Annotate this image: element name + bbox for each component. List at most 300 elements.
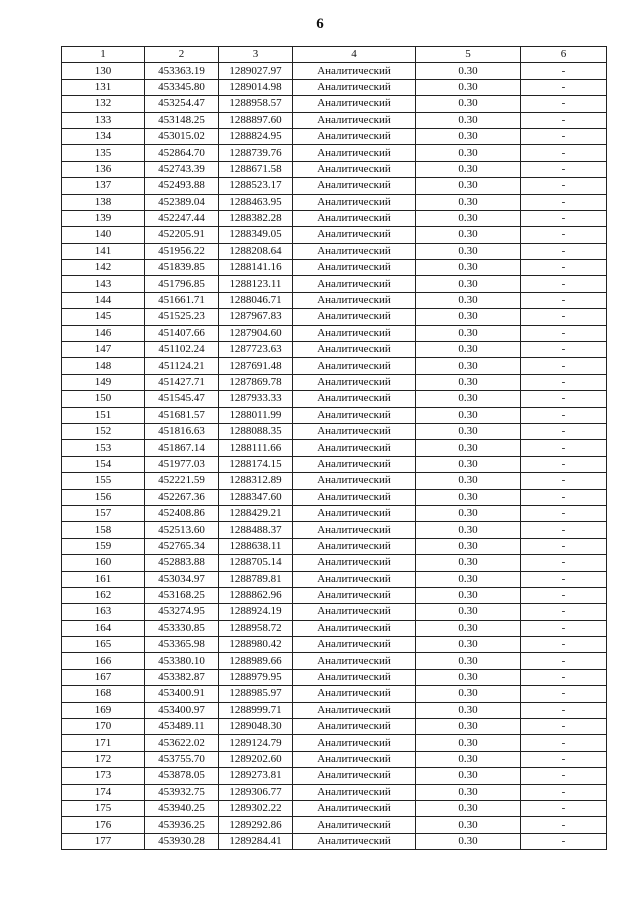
cell-y-coordinate: 1288463.95 bbox=[219, 194, 293, 210]
cell-x-coordinate: 453345.80 bbox=[145, 79, 219, 95]
cell-x-coordinate: 452205.91 bbox=[145, 227, 219, 243]
cell-point-number: 150 bbox=[62, 391, 145, 407]
cell-y-coordinate: 1288088.35 bbox=[219, 423, 293, 439]
cell-y-coordinate: 1289302.22 bbox=[219, 800, 293, 816]
cell-method: Аналитический bbox=[293, 538, 416, 554]
cell-x-coordinate: 451681.57 bbox=[145, 407, 219, 423]
cell-note: - bbox=[521, 604, 607, 620]
cell-accuracy: 0.30 bbox=[416, 719, 521, 735]
cell-y-coordinate: 1288638.11 bbox=[219, 538, 293, 554]
cell-note: - bbox=[521, 522, 607, 538]
cell-method: Аналитический bbox=[293, 719, 416, 735]
cell-y-coordinate: 1288671.58 bbox=[219, 161, 293, 177]
table-row bbox=[62, 79, 607, 95]
cell-method: Аналитический bbox=[293, 358, 416, 374]
cell-x-coordinate: 451427.71 bbox=[145, 374, 219, 390]
cell-note: - bbox=[521, 735, 607, 751]
table-row bbox=[62, 407, 607, 423]
table-row bbox=[62, 833, 607, 849]
table-row bbox=[62, 342, 607, 358]
table-row bbox=[62, 817, 607, 833]
table-row bbox=[62, 473, 607, 489]
cell-accuracy: 0.30 bbox=[416, 555, 521, 571]
cell-accuracy: 0.30 bbox=[416, 391, 521, 407]
table-row bbox=[62, 423, 607, 439]
cell-x-coordinate: 452743.39 bbox=[145, 161, 219, 177]
table-row bbox=[62, 243, 607, 259]
cell-note: - bbox=[521, 669, 607, 685]
table-row bbox=[62, 637, 607, 653]
cell-point-number: 130 bbox=[62, 63, 145, 79]
table-row bbox=[62, 686, 607, 702]
cell-point-number: 149 bbox=[62, 374, 145, 390]
cell-note: - bbox=[521, 751, 607, 767]
cell-method: Аналитический bbox=[293, 768, 416, 784]
cell-accuracy: 0.30 bbox=[416, 833, 521, 849]
table-row bbox=[62, 555, 607, 571]
column-header-3: 3 bbox=[219, 47, 293, 63]
cell-accuracy: 0.30 bbox=[416, 309, 521, 325]
cell-y-coordinate: 1289048.30 bbox=[219, 719, 293, 735]
cell-point-number: 177 bbox=[62, 833, 145, 849]
cell-y-coordinate: 1287723.63 bbox=[219, 342, 293, 358]
cell-y-coordinate: 1288862.96 bbox=[219, 587, 293, 603]
cell-x-coordinate: 451407.66 bbox=[145, 325, 219, 341]
cell-point-number: 167 bbox=[62, 669, 145, 685]
cell-point-number: 144 bbox=[62, 292, 145, 308]
cell-accuracy: 0.30 bbox=[416, 571, 521, 587]
cell-y-coordinate: 1288958.57 bbox=[219, 96, 293, 112]
cell-note: - bbox=[521, 194, 607, 210]
cell-y-coordinate: 1288349.05 bbox=[219, 227, 293, 243]
cell-note: - bbox=[521, 440, 607, 456]
cell-method: Аналитический bbox=[293, 374, 416, 390]
cell-method: Аналитический bbox=[293, 702, 416, 718]
cell-method: Аналитический bbox=[293, 63, 416, 79]
cell-y-coordinate: 1288958.72 bbox=[219, 620, 293, 636]
cell-note: - bbox=[521, 292, 607, 308]
cell-note: - bbox=[521, 719, 607, 735]
cell-method: Аналитический bbox=[293, 620, 416, 636]
cell-x-coordinate: 451124.21 bbox=[145, 358, 219, 374]
cell-y-coordinate: 1289284.41 bbox=[219, 833, 293, 849]
cell-x-coordinate: 453878.05 bbox=[145, 768, 219, 784]
table-row bbox=[62, 604, 607, 620]
cell-y-coordinate: 1288312.89 bbox=[219, 473, 293, 489]
cell-x-coordinate: 453622.02 bbox=[145, 735, 219, 751]
cell-method: Аналитический bbox=[293, 128, 416, 144]
cell-accuracy: 0.30 bbox=[416, 653, 521, 669]
cell-point-number: 135 bbox=[62, 145, 145, 161]
cell-accuracy: 0.30 bbox=[416, 456, 521, 472]
table-row bbox=[62, 456, 607, 472]
cell-x-coordinate: 453400.97 bbox=[145, 702, 219, 718]
cell-y-coordinate: 1287967.83 bbox=[219, 309, 293, 325]
cell-accuracy: 0.30 bbox=[416, 800, 521, 816]
cell-accuracy: 0.30 bbox=[416, 276, 521, 292]
cell-note: - bbox=[521, 391, 607, 407]
cell-accuracy: 0.30 bbox=[416, 669, 521, 685]
cell-method: Аналитический bbox=[293, 669, 416, 685]
cell-method: Аналитический bbox=[293, 145, 416, 161]
cell-y-coordinate: 1289027.97 bbox=[219, 63, 293, 79]
cell-y-coordinate: 1288347.60 bbox=[219, 489, 293, 505]
cell-point-number: 161 bbox=[62, 571, 145, 587]
table-row bbox=[62, 276, 607, 292]
table-row bbox=[62, 719, 607, 735]
cell-method: Аналитический bbox=[293, 473, 416, 489]
cell-y-coordinate: 1288523.17 bbox=[219, 178, 293, 194]
column-header-6: 6 bbox=[521, 47, 607, 63]
cell-x-coordinate: 453382.87 bbox=[145, 669, 219, 685]
column-header-1: 1 bbox=[62, 47, 145, 63]
table-row bbox=[62, 112, 607, 128]
cell-note: - bbox=[521, 702, 607, 718]
cell-y-coordinate: 1289306.77 bbox=[219, 784, 293, 800]
cell-accuracy: 0.30 bbox=[416, 784, 521, 800]
cell-x-coordinate: 452765.34 bbox=[145, 538, 219, 554]
cell-method: Аналитический bbox=[293, 178, 416, 194]
cell-method: Аналитический bbox=[293, 194, 416, 210]
cell-x-coordinate: 452247.44 bbox=[145, 210, 219, 226]
cell-y-coordinate: 1287869.78 bbox=[219, 374, 293, 390]
cell-y-coordinate: 1289273.81 bbox=[219, 768, 293, 784]
cell-x-coordinate: 452513.60 bbox=[145, 522, 219, 538]
cell-accuracy: 0.30 bbox=[416, 686, 521, 702]
cell-note: - bbox=[521, 145, 607, 161]
cell-note: - bbox=[521, 96, 607, 112]
cell-method: Аналитический bbox=[293, 309, 416, 325]
cell-note: - bbox=[521, 112, 607, 128]
cell-accuracy: 0.30 bbox=[416, 128, 521, 144]
cell-accuracy: 0.30 bbox=[416, 194, 521, 210]
table-body bbox=[62, 63, 607, 850]
cell-accuracy: 0.30 bbox=[416, 702, 521, 718]
cell-x-coordinate: 453168.25 bbox=[145, 587, 219, 603]
cell-accuracy: 0.30 bbox=[416, 178, 521, 194]
table-row bbox=[62, 538, 607, 554]
cell-method: Аналитический bbox=[293, 423, 416, 439]
cell-point-number: 176 bbox=[62, 817, 145, 833]
cell-method: Аналитический bbox=[293, 161, 416, 177]
cell-accuracy: 0.30 bbox=[416, 292, 521, 308]
table-row bbox=[62, 620, 607, 636]
coordinates-table bbox=[61, 46, 607, 850]
cell-point-number: 134 bbox=[62, 128, 145, 144]
cell-note: - bbox=[521, 79, 607, 95]
cell-method: Аналитический bbox=[293, 784, 416, 800]
cell-point-number: 169 bbox=[62, 702, 145, 718]
cell-accuracy: 0.30 bbox=[416, 342, 521, 358]
cell-accuracy: 0.30 bbox=[416, 604, 521, 620]
cell-method: Аналитический bbox=[293, 522, 416, 538]
cell-note: - bbox=[521, 505, 607, 521]
cell-accuracy: 0.30 bbox=[416, 210, 521, 226]
table-row bbox=[62, 260, 607, 276]
cell-note: - bbox=[521, 161, 607, 177]
cell-y-coordinate: 1289014.98 bbox=[219, 79, 293, 95]
cell-y-coordinate: 1288705.14 bbox=[219, 555, 293, 571]
cell-note: - bbox=[521, 407, 607, 423]
cell-note: - bbox=[521, 653, 607, 669]
cell-y-coordinate: 1288488.37 bbox=[219, 522, 293, 538]
cell-accuracy: 0.30 bbox=[416, 538, 521, 554]
cell-x-coordinate: 452267.36 bbox=[145, 489, 219, 505]
cell-x-coordinate: 451867.14 bbox=[145, 440, 219, 456]
cell-accuracy: 0.30 bbox=[416, 63, 521, 79]
cell-x-coordinate: 452864.70 bbox=[145, 145, 219, 161]
table-row bbox=[62, 440, 607, 456]
cell-method: Аналитический bbox=[293, 227, 416, 243]
cell-method: Аналитический bbox=[293, 489, 416, 505]
cell-y-coordinate: 1288979.95 bbox=[219, 669, 293, 685]
cell-y-coordinate: 1287904.60 bbox=[219, 325, 293, 341]
cell-note: - bbox=[521, 276, 607, 292]
cell-note: - bbox=[521, 555, 607, 571]
cell-x-coordinate: 451661.71 bbox=[145, 292, 219, 308]
cell-point-number: 145 bbox=[62, 309, 145, 325]
cell-method: Аналитический bbox=[293, 260, 416, 276]
cell-y-coordinate: 1288897.60 bbox=[219, 112, 293, 128]
cell-accuracy: 0.30 bbox=[416, 735, 521, 751]
cell-note: - bbox=[521, 456, 607, 472]
cell-accuracy: 0.30 bbox=[416, 522, 521, 538]
cell-x-coordinate: 453254.47 bbox=[145, 96, 219, 112]
table-row bbox=[62, 63, 607, 79]
cell-y-coordinate: 1289292.86 bbox=[219, 817, 293, 833]
cell-note: - bbox=[521, 128, 607, 144]
cell-x-coordinate: 453363.19 bbox=[145, 63, 219, 79]
cell-method: Аналитический bbox=[293, 817, 416, 833]
cell-accuracy: 0.30 bbox=[416, 768, 521, 784]
cell-point-number: 174 bbox=[62, 784, 145, 800]
cell-note: - bbox=[521, 489, 607, 505]
cell-x-coordinate: 452493.88 bbox=[145, 178, 219, 194]
table-row bbox=[62, 210, 607, 226]
cell-point-number: 171 bbox=[62, 735, 145, 751]
cell-accuracy: 0.30 bbox=[416, 620, 521, 636]
cell-accuracy: 0.30 bbox=[416, 489, 521, 505]
cell-note: - bbox=[521, 227, 607, 243]
cell-x-coordinate: 451977.03 bbox=[145, 456, 219, 472]
cell-point-number: 141 bbox=[62, 243, 145, 259]
cell-point-number: 155 bbox=[62, 473, 145, 489]
cell-x-coordinate: 453400.91 bbox=[145, 686, 219, 702]
cell-y-coordinate: 1288111.66 bbox=[219, 440, 293, 456]
cell-note: - bbox=[521, 686, 607, 702]
cell-y-coordinate: 1288382.28 bbox=[219, 210, 293, 226]
cell-point-number: 163 bbox=[62, 604, 145, 620]
cell-point-number: 143 bbox=[62, 276, 145, 292]
cell-method: Аналитический bbox=[293, 587, 416, 603]
cell-method: Аналитический bbox=[293, 391, 416, 407]
table-row bbox=[62, 292, 607, 308]
cell-method: Аналитический bbox=[293, 604, 416, 620]
cell-point-number: 131 bbox=[62, 79, 145, 95]
cell-point-number: 146 bbox=[62, 325, 145, 341]
cell-accuracy: 0.30 bbox=[416, 407, 521, 423]
cell-point-number: 172 bbox=[62, 751, 145, 767]
cell-accuracy: 0.30 bbox=[416, 260, 521, 276]
cell-method: Аналитический bbox=[293, 456, 416, 472]
cell-method: Аналитический bbox=[293, 292, 416, 308]
cell-note: - bbox=[521, 833, 607, 849]
table-row bbox=[62, 96, 607, 112]
cell-accuracy: 0.30 bbox=[416, 374, 521, 390]
table-row bbox=[62, 489, 607, 505]
cell-method: Аналитический bbox=[293, 325, 416, 341]
cell-point-number: 152 bbox=[62, 423, 145, 439]
cell-x-coordinate: 451796.85 bbox=[145, 276, 219, 292]
cell-x-coordinate: 453380.10 bbox=[145, 653, 219, 669]
cell-note: - bbox=[521, 817, 607, 833]
cell-point-number: 140 bbox=[62, 227, 145, 243]
column-header-5: 5 bbox=[416, 47, 521, 63]
cell-point-number: 138 bbox=[62, 194, 145, 210]
cell-y-coordinate: 1288174.15 bbox=[219, 456, 293, 472]
cell-method: Аналитический bbox=[293, 571, 416, 587]
cell-point-number: 148 bbox=[62, 358, 145, 374]
cell-x-coordinate: 453930.28 bbox=[145, 833, 219, 849]
cell-accuracy: 0.30 bbox=[416, 473, 521, 489]
table-row bbox=[62, 522, 607, 538]
cell-note: - bbox=[521, 571, 607, 587]
cell-accuracy: 0.30 bbox=[416, 96, 521, 112]
table-header-row bbox=[62, 47, 607, 63]
cell-note: - bbox=[521, 784, 607, 800]
cell-x-coordinate: 453932.75 bbox=[145, 784, 219, 800]
cell-note: - bbox=[521, 620, 607, 636]
cell-method: Аналитический bbox=[293, 800, 416, 816]
cell-point-number: 168 bbox=[62, 686, 145, 702]
cell-x-coordinate: 453148.25 bbox=[145, 112, 219, 128]
cell-y-coordinate: 1289202.60 bbox=[219, 751, 293, 767]
table-row bbox=[62, 161, 607, 177]
table-row bbox=[62, 178, 607, 194]
table-row bbox=[62, 784, 607, 800]
cell-point-number: 139 bbox=[62, 210, 145, 226]
cell-method: Аналитический bbox=[293, 735, 416, 751]
cell-x-coordinate: 453034.97 bbox=[145, 571, 219, 587]
cell-method: Аналитический bbox=[293, 440, 416, 456]
cell-x-coordinate: 453936.25 bbox=[145, 817, 219, 833]
column-header-4: 4 bbox=[293, 47, 416, 63]
cell-accuracy: 0.30 bbox=[416, 587, 521, 603]
cell-point-number: 157 bbox=[62, 505, 145, 521]
cell-y-coordinate: 1288924.19 bbox=[219, 604, 293, 620]
cell-point-number: 160 bbox=[62, 555, 145, 571]
table-row bbox=[62, 587, 607, 603]
table-row bbox=[62, 358, 607, 374]
cell-method: Аналитический bbox=[293, 686, 416, 702]
cell-point-number: 137 bbox=[62, 178, 145, 194]
cell-note: - bbox=[521, 210, 607, 226]
cell-x-coordinate: 452389.04 bbox=[145, 194, 219, 210]
cell-method: Аналитический bbox=[293, 79, 416, 95]
cell-x-coordinate: 451102.24 bbox=[145, 342, 219, 358]
table-row bbox=[62, 751, 607, 767]
cell-x-coordinate: 453940.25 bbox=[145, 800, 219, 816]
cell-note: - bbox=[521, 309, 607, 325]
cell-accuracy: 0.30 bbox=[416, 112, 521, 128]
cell-note: - bbox=[521, 342, 607, 358]
cell-x-coordinate: 451545.47 bbox=[145, 391, 219, 407]
column-header-2: 2 bbox=[145, 47, 219, 63]
cell-x-coordinate: 453489.11 bbox=[145, 719, 219, 735]
cell-method: Аналитический bbox=[293, 243, 416, 259]
cell-note: - bbox=[521, 178, 607, 194]
cell-point-number: 158 bbox=[62, 522, 145, 538]
cell-method: Аналитический bbox=[293, 342, 416, 358]
cell-accuracy: 0.30 bbox=[416, 440, 521, 456]
cell-x-coordinate: 453015.02 bbox=[145, 128, 219, 144]
table-row bbox=[62, 571, 607, 587]
table-row bbox=[62, 800, 607, 816]
cell-y-coordinate: 1287691.48 bbox=[219, 358, 293, 374]
cell-note: - bbox=[521, 768, 607, 784]
cell-point-number: 156 bbox=[62, 489, 145, 505]
cell-method: Аналитический bbox=[293, 555, 416, 571]
cell-accuracy: 0.30 bbox=[416, 637, 521, 653]
table-row bbox=[62, 669, 607, 685]
table-row bbox=[62, 145, 607, 161]
table-row bbox=[62, 227, 607, 243]
cell-note: - bbox=[521, 800, 607, 816]
cell-note: - bbox=[521, 358, 607, 374]
cell-y-coordinate: 1288824.95 bbox=[219, 128, 293, 144]
table-row bbox=[62, 309, 607, 325]
cell-x-coordinate: 452883.88 bbox=[145, 555, 219, 571]
table-row bbox=[62, 768, 607, 784]
cell-method: Аналитический bbox=[293, 96, 416, 112]
cell-x-coordinate: 451525.23 bbox=[145, 309, 219, 325]
cell-x-coordinate: 452408.86 bbox=[145, 505, 219, 521]
cell-accuracy: 0.30 bbox=[416, 751, 521, 767]
cell-note: - bbox=[521, 538, 607, 554]
cell-point-number: 153 bbox=[62, 440, 145, 456]
cell-note: - bbox=[521, 374, 607, 390]
cell-accuracy: 0.30 bbox=[416, 161, 521, 177]
cell-point-number: 162 bbox=[62, 587, 145, 603]
cell-accuracy: 0.30 bbox=[416, 145, 521, 161]
cell-method: Аналитический bbox=[293, 833, 416, 849]
cell-point-number: 142 bbox=[62, 260, 145, 276]
cell-note: - bbox=[521, 587, 607, 603]
cell-point-number: 159 bbox=[62, 538, 145, 554]
cell-point-number: 151 bbox=[62, 407, 145, 423]
cell-accuracy: 0.30 bbox=[416, 79, 521, 95]
cell-y-coordinate: 1288989.66 bbox=[219, 653, 293, 669]
cell-note: - bbox=[521, 473, 607, 489]
cell-method: Аналитический bbox=[293, 751, 416, 767]
cell-x-coordinate: 453274.95 bbox=[145, 604, 219, 620]
cell-accuracy: 0.30 bbox=[416, 817, 521, 833]
table-row bbox=[62, 128, 607, 144]
cell-point-number: 154 bbox=[62, 456, 145, 472]
cell-note: - bbox=[521, 243, 607, 259]
table-row bbox=[62, 374, 607, 390]
cell-y-coordinate: 1289124.79 bbox=[219, 735, 293, 751]
cell-y-coordinate: 1288789.81 bbox=[219, 571, 293, 587]
cell-y-coordinate: 1288999.71 bbox=[219, 702, 293, 718]
cell-point-number: 132 bbox=[62, 96, 145, 112]
cell-note: - bbox=[521, 637, 607, 653]
cell-x-coordinate: 453365.98 bbox=[145, 637, 219, 653]
cell-accuracy: 0.30 bbox=[416, 227, 521, 243]
cell-point-number: 165 bbox=[62, 637, 145, 653]
cell-accuracy: 0.30 bbox=[416, 423, 521, 439]
cell-method: Аналитический bbox=[293, 112, 416, 128]
